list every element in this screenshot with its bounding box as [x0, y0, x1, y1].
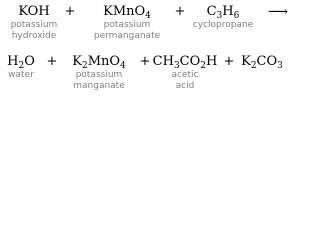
product-k2co3 [241, 54, 283, 70]
reactant-name-line: hydroxide [11, 31, 57, 41]
plus-sign: + [174, 4, 186, 19]
formula-subscript: 4 [120, 61, 126, 71]
reactant-formula [103, 4, 151, 20]
formula-text: MnO [87, 54, 121, 69]
plus-sign: + [223, 54, 235, 69]
formula-subscript: 3 [216, 11, 223, 21]
product-formula [241, 54, 283, 70]
formula-text: CH [152, 54, 174, 69]
reactant-koh [11, 4, 58, 42]
formula-text: CO [179, 54, 201, 69]
reactant-kmno4 [94, 4, 160, 42]
reactant-name-line: potassium [103, 20, 151, 30]
formula-subscript: 4 [145, 11, 151, 21]
product-name-line: potassium [75, 70, 123, 80]
product-name-line: water [8, 70, 34, 80]
formula-text: H [7, 54, 19, 69]
reaction-arrow: ⟶ [267, 4, 289, 20]
reactant-name-line: permanganate [93, 31, 161, 41]
product-h2o [7, 54, 35, 81]
product-formula [153, 54, 218, 70]
reactant-formula [18, 4, 49, 20]
reaction-equation [0, 0, 293, 102]
reactants-row [0, 0, 293, 51]
plus-sign: + [46, 54, 58, 69]
formula-text: H [206, 54, 218, 69]
formula-text: K [72, 54, 82, 69]
product-name-line: acid [175, 81, 195, 91]
plus-sign: + [139, 54, 151, 69]
reactant-name-line: potassium [10, 20, 58, 30]
formula-subscript: 3 [173, 61, 180, 71]
formula-text: O [24, 54, 35, 69]
formula-text: KMnO [103, 4, 146, 19]
formula-text: K [241, 54, 251, 69]
formula-subscript: 2 [250, 61, 257, 71]
product-formula [7, 54, 35, 70]
formula-text: KOH [18, 4, 50, 19]
reactant-c3h6 [193, 4, 253, 31]
formula-subscript: 2 [81, 61, 88, 71]
reactant-name-line: cyclopropane [192, 20, 254, 30]
formula-subscript: 2 [18, 61, 25, 71]
plus-sign: + [64, 4, 76, 19]
formula-text: H [222, 4, 234, 19]
product-formula [72, 54, 126, 70]
product-ch3co2h [153, 54, 218, 92]
formula-text: CO [256, 54, 278, 69]
product-name-line: acetic [171, 70, 199, 80]
formula-subscript: 3 [277, 61, 283, 71]
reactant-formula [207, 4, 240, 20]
formula-subscript: 6 [233, 11, 240, 21]
formula-subscript: 2 [200, 61, 207, 71]
product-name-line: manganate [73, 81, 125, 91]
products-row [0, 51, 293, 102]
formula-text: C [206, 4, 217, 19]
product-k2mno4 [72, 54, 126, 92]
